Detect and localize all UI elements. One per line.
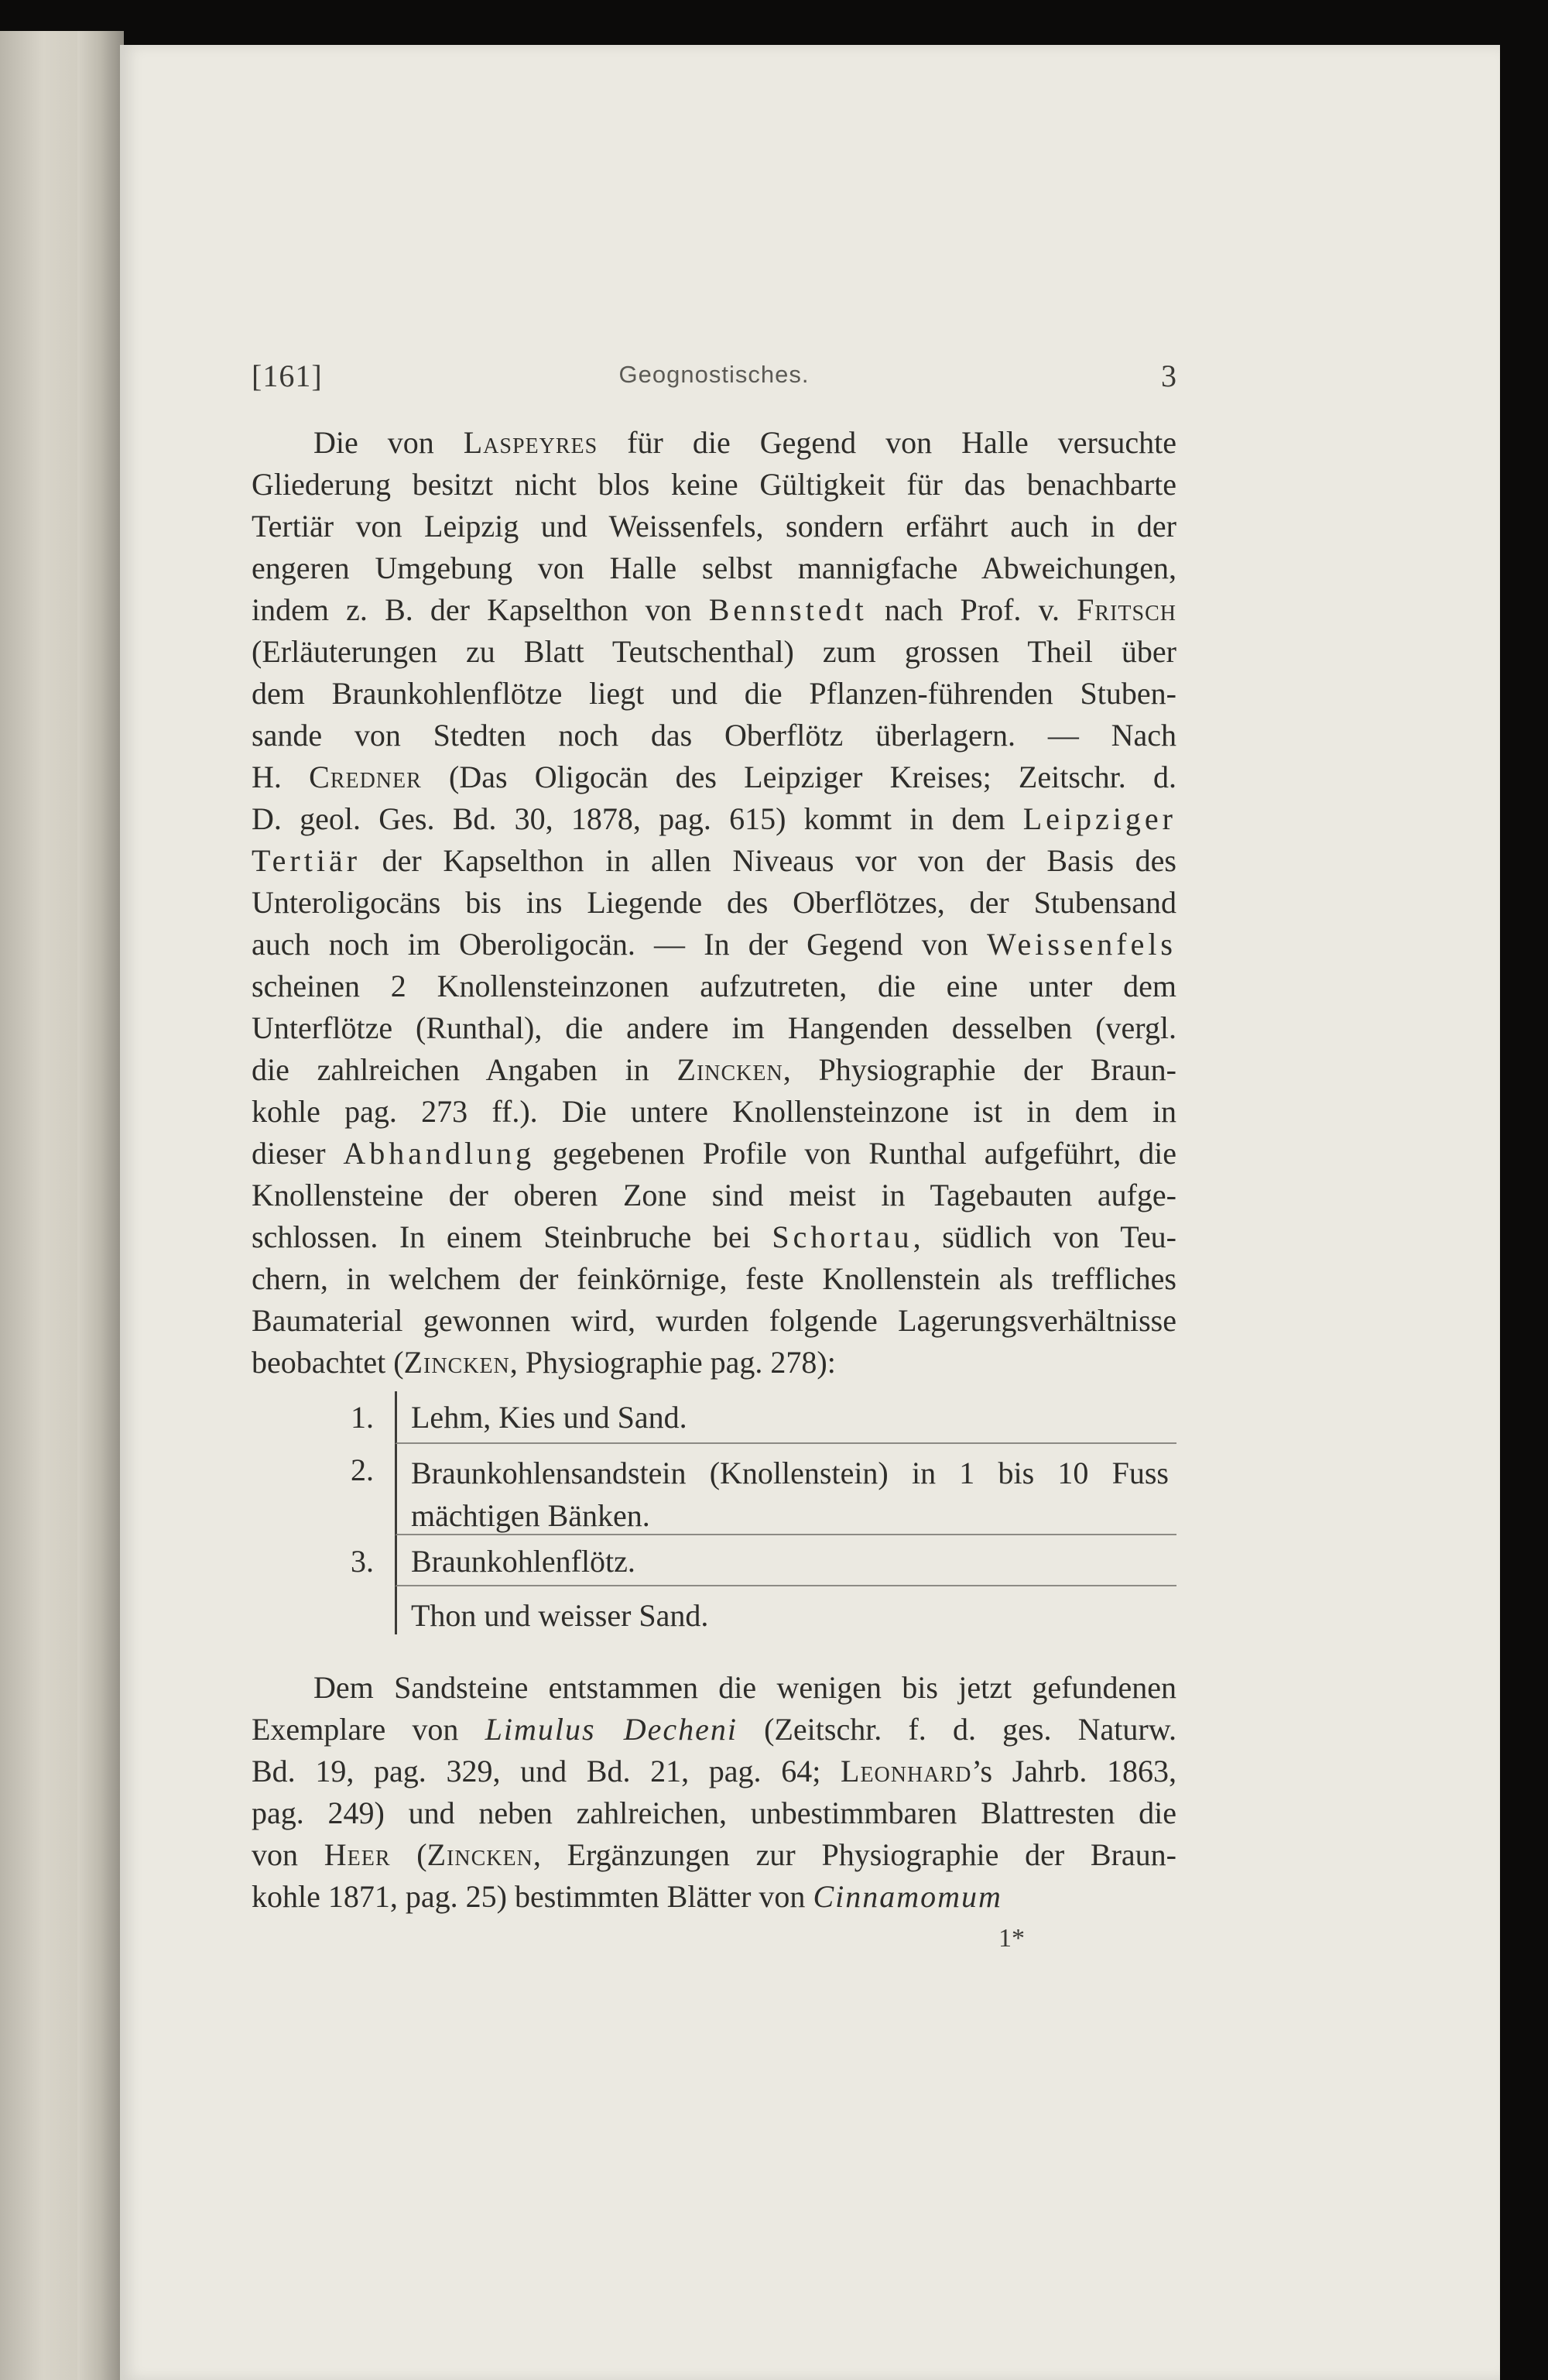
text-run: (Das Oligocän des Leipziger Kreises; Zeitschr. d. <box>421 760 1176 794</box>
text-line <box>252 756 1176 798</box>
text-run: , südlich von Teu- <box>913 1219 1176 1254</box>
stratum-text: Lehm, Kies und Sand. <box>411 1400 687 1435</box>
stratum-row <box>351 1535 1176 1586</box>
text-run: die zahlreichen Angaben in <box>252 1052 677 1087</box>
stratum-number: 1. <box>351 1400 374 1435</box>
text-run: kohle 1871, pag. 25) bestimmten Blätter von <box>252 1879 813 1914</box>
stratum-row <box>395 1586 1176 1634</box>
text-line <box>252 715 1176 756</box>
text-line <box>252 965 1176 1007</box>
text-run: chern, in welchem der feinkörnige, feste Knollenstein als treffliches <box>252 1261 1176 1296</box>
text-line <box>252 506 1176 547</box>
text-line <box>252 1133 1176 1175</box>
text-run: (Zeitschr. f. d. ges. Naturw. <box>737 1712 1177 1747</box>
italic-taxon: Limulus Decheni <box>485 1712 738 1747</box>
author-name: Credner <box>309 760 422 794</box>
text-run: dieser <box>252 1136 344 1171</box>
text-line <box>252 631 1176 673</box>
stratum-text: Braunkohlensandstein (Knollenstein) in 1 bis 10 Fuss mächtigen Bänken. <box>411 1456 1169 1533</box>
text-run: der Kapselthon in allen Niveaus vor von der Basis des <box>361 843 1176 878</box>
text-line <box>252 1792 1176 1834</box>
text-line <box>252 1709 1176 1751</box>
text-run: schlossen. In einem Steinbruche bei <box>252 1219 772 1254</box>
text-line <box>252 1751 1176 1792</box>
book-gutter <box>77 31 124 2380</box>
text-run: , Physiographie der Braun- <box>783 1052 1177 1087</box>
text-line <box>252 422 1176 464</box>
text-run: sande von Stedten noch das Oberflötz überlagern. — Nach <box>252 718 1176 753</box>
text-line <box>252 1834 1176 1876</box>
strata-profile <box>252 1391 1176 1634</box>
text-line <box>252 547 1176 589</box>
author-name: Heer <box>324 1837 391 1872</box>
page-number: 3 <box>1161 358 1176 393</box>
text-line <box>252 1667 1176 1709</box>
spaced-emphasis: Leipziger <box>1022 801 1176 836</box>
text-line <box>252 673 1176 715</box>
text-run: gegebenen Profile von Runthal aufgeführt, die <box>535 1136 1176 1171</box>
author-name: Leonhard <box>841 1754 972 1788</box>
stratum-text: Braunkohlenflötz. <box>411 1544 635 1579</box>
text-run: kohle pag. 273 ff.). Die untere Knollensteinzone ist in dem in <box>252 1094 1176 1129</box>
text-run: (Erläuterungen zu Blatt Teutschenthal) zum grossen Theil über <box>252 634 1176 669</box>
text-line <box>252 840 1176 882</box>
author-name: Laspeyres <box>463 425 598 460</box>
text-run: Bd. 19, pag. 329, und Bd. 21, pag. 64; <box>252 1754 841 1788</box>
stratum-number: 2. <box>351 1452 374 1487</box>
text-run: ( <box>390 1837 427 1872</box>
text-line <box>252 1007 1176 1049</box>
text-run: Exemplare von <box>252 1712 485 1747</box>
text-line <box>252 1876 1176 1918</box>
text-run: von <box>252 1837 324 1872</box>
stratum-text: Thon und weisser Sand. <box>411 1598 709 1633</box>
spaced-emphasis: Abhandlung <box>343 1136 536 1171</box>
text-run: Gliederung besitzt nicht blos keine Gültigkeit für das benachbarte <box>252 467 1176 502</box>
text-line <box>252 798 1176 840</box>
text-line <box>252 1216 1176 1258</box>
text-line <box>252 1342 1176 1384</box>
text-run: Die von <box>313 425 464 460</box>
text-run: Baumaterial gewonnen wird, wurden folgende Lagerungsverhältnisse <box>252 1303 1176 1338</box>
spaced-emphasis: Schortau <box>772 1219 913 1254</box>
text-line <box>252 924 1176 965</box>
text-run: indem z. B. der Kapselthon von <box>252 592 709 627</box>
text-run: beobachtet ( <box>252 1345 404 1380</box>
text-line <box>252 1300 1176 1342</box>
text-line <box>252 1049 1176 1091</box>
text-line <box>252 1258 1176 1300</box>
signature-mark: 1* <box>998 1924 1025 1953</box>
text-run: Dem Sandsteine entstammen die wenigen bis jetzt gefundenen <box>313 1670 1176 1705</box>
author-name: Zincken <box>426 1837 533 1872</box>
text-line <box>252 589 1176 631</box>
text-run: dem Braunkohlenflötze liegt und die Pflanzen-führenden Stuben- <box>252 676 1176 711</box>
spaced-emphasis: Bennstedt <box>708 592 868 627</box>
author-name: Zincken <box>676 1052 783 1087</box>
spaced-emphasis: Tertiär <box>252 843 361 878</box>
text-line <box>252 464 1176 506</box>
author-name: Zincken <box>403 1345 510 1380</box>
text-run: Unteroligocäns bis ins Liegende des Oberflötzes, der Stubensand <box>252 885 1176 920</box>
running-head <box>252 358 1176 404</box>
text-run: Tertiär von Leipzig und Weissenfels, sondern erfährt auch in der <box>252 509 1176 544</box>
text-run: D. geol. Ges. Bd. 30, 1878, pag. 615) kommt in dem <box>252 801 1023 836</box>
text-line <box>252 1091 1176 1133</box>
text-run: für die Gegend von Halle versuchte <box>598 425 1176 460</box>
text-line <box>252 882 1176 924</box>
page-number-bracketed: [161] <box>252 358 323 393</box>
text-run: auch noch im Oberoligocän. — In der Gegend von <box>252 927 987 962</box>
paragraph-1 <box>252 422 1176 1384</box>
author-name: Fritsch <box>1077 592 1176 627</box>
text-line <box>252 1175 1176 1216</box>
text-run: , Physiographie pag. 278): <box>509 1345 836 1380</box>
stratum-number: 3. <box>351 1544 374 1579</box>
section-title: Geognostisches. <box>618 361 810 388</box>
text-run: engeren Umgebung von Halle selbst mannigfache Abweichungen, <box>252 550 1176 585</box>
text-run: H. <box>252 760 310 794</box>
text-run: scheinen 2 Knollensteinzonen aufzutreten, die eine unter dem <box>252 969 1176 1003</box>
stratum-row <box>351 1391 1176 1444</box>
italic-taxon: Cinnamomum <box>813 1879 1002 1914</box>
text-run: ’s Jahrb. 1863, <box>971 1754 1177 1788</box>
text-run: Knollensteine der oberen Zone sind meist in Tagebauten aufge- <box>252 1178 1176 1212</box>
paragraph-2 <box>252 1667 1176 1918</box>
text-run: , Ergänzungen zur Physiographie der Braun- <box>533 1837 1176 1872</box>
text-run: pag. 249) und neben zahlreichen, unbestimmbaren Blattresten die <box>252 1795 1176 1830</box>
spaced-emphasis: Weissenfels <box>986 927 1176 962</box>
text-run: nach Prof. v. <box>867 592 1077 627</box>
text-run: Unterflötze (Runthal), die andere im Hangenden desselben (vergl. <box>252 1010 1176 1045</box>
stratum-row <box>351 1444 1176 1535</box>
